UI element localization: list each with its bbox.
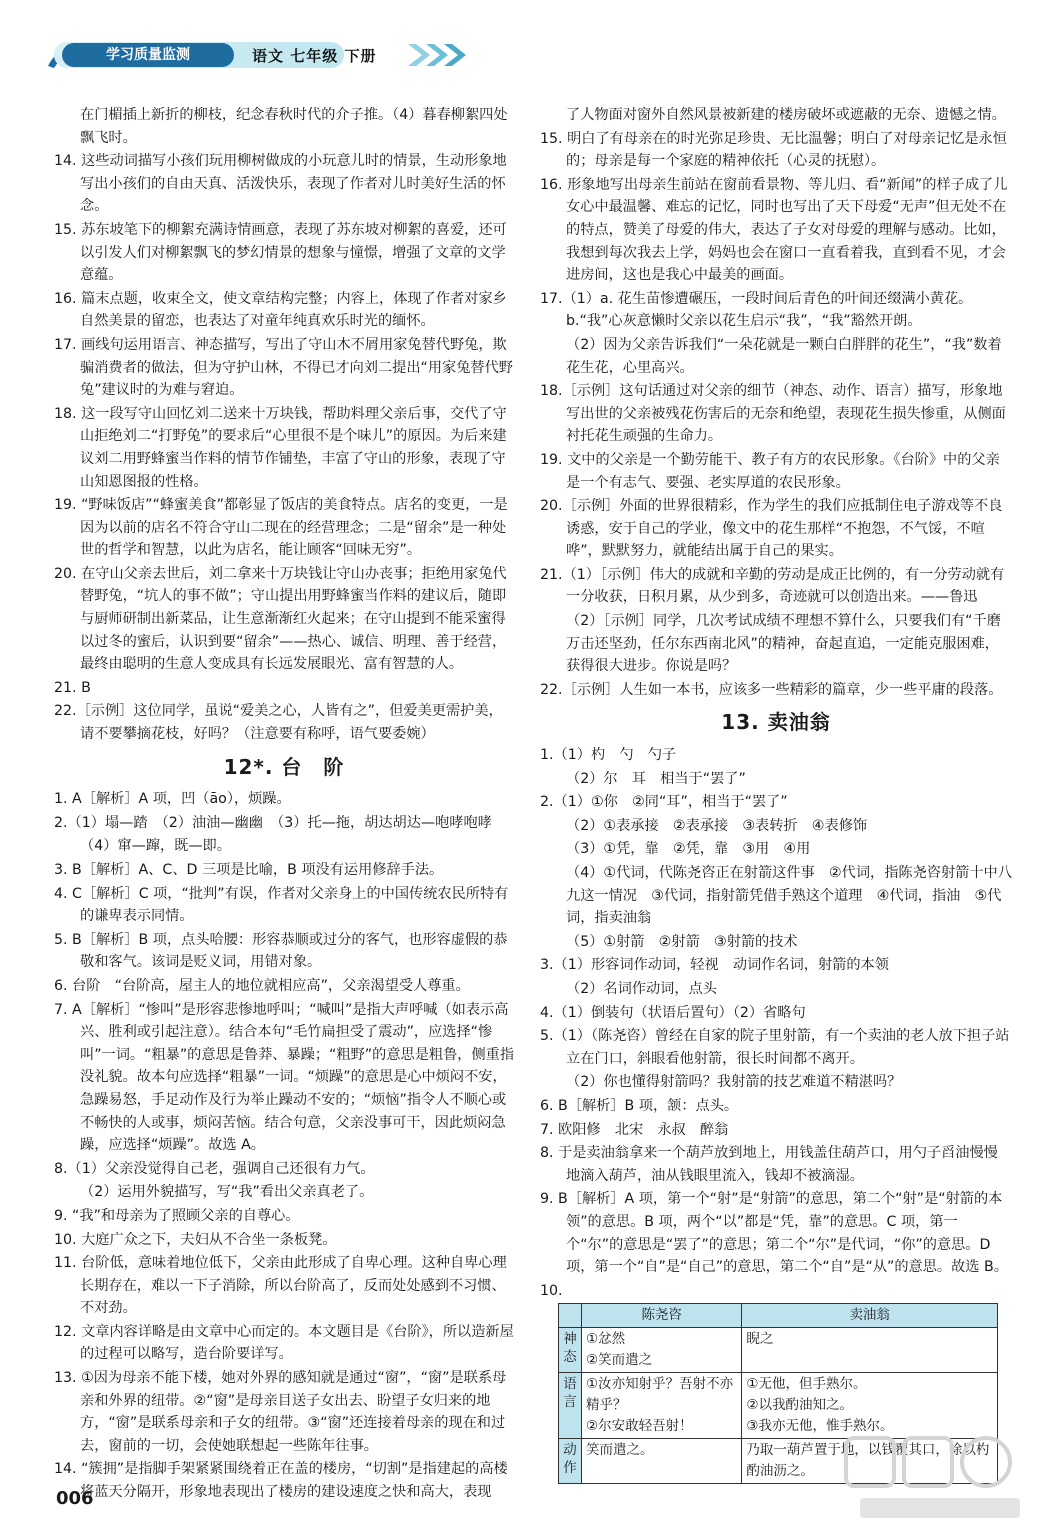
- answer-13-4: 4.（1）倒装句（状语后置句）（2）省略句: [540, 1004, 806, 1021]
- answer-12-4: 4. C［解析］C 项，“批判”有误，作者对父亲身上的中国传统农民所特有的谦卑表示同情。: [54, 885, 509, 925]
- answer-13-2c: （3）①凭，靠 ②凭，靠 ③用 ④用: [566, 841, 811, 858]
- answer-13-2: 2.（1）①你 ②同“耳”，相当于“罢了”: [540, 794, 788, 811]
- answer-12-2b: （4）窜—蹿，既—即。: [80, 838, 231, 855]
- answer-12-6: 6. 台阶 “台阶高，屋主人的地位就相应高”，父亲渴望受人尊重。: [54, 977, 470, 994]
- table-row-head: 语言: [559, 1373, 582, 1439]
- table-corner: [559, 1304, 582, 1328]
- answer-19: 19. “野味饭店”“蜂蜜美食”都彰显了饭店的美食特点。店名的变更，一是因为以前的店名不符合守山二现在的经营理念；二是“留余”是一种处世的哲学和智慧，以此为店名，能让顾客“回味无穷”。: [54, 497, 508, 559]
- answer-13-9: 9. B［解析］A 项，第一个“射”是“射箭”的意思，第二个“射”是“射箭的本领”的意思。B 项，两个“以”都是“凭，靠”的意思。C 项，第一个“尔”的意思是“罢了”的意思；第二个“尔”是代词，“你”的意思。D 项，第一个“自”是“自己”的意思，第二个“自”是“从”的意思。故选 B。: [540, 1191, 1008, 1276]
- answer-14: 14. 这些动词描写小孩们玩用柳树做成的小玩意儿时的情景，生动形象地写出小孩们的自由天真、活泼快乐，表现了作者对儿时美好生活的怀念。: [54, 153, 507, 215]
- watermark-logo: [840, 1432, 1030, 1528]
- answer-12-7: 7. A［解析］“惨叫”是形容悲惨地呼叫；“喊叫”是指大声呼喊（如表示高兴、胜利或引起注意）。结合本句“毛竹扁担受了震动”，应选择“惨叫”一词。“粗暴”的意思是鲁莽、暴躁；“粗野”的意思是粗鲁，侧重指没礼貌。故本句应选择“粗暴”一词。“烦躁”的意思是心中烦闷不安，急躁易怒，手足动作及行为举止躁动不安的；“烦恼”指令人不顺心或不畅快的人或事，烦闷苦恼。结合句意，父亲没事可干，因此烦闷急躁，应选择“烦躁”。故选 A。: [54, 1001, 515, 1154]
- answer-12-22: 22.［示例］人生如一本书，应该多一些精彩的篇章，少一些平庸的段落。: [540, 681, 1003, 698]
- answer-13-6: 6. B［解析］B 项，颔：点头。: [540, 1097, 739, 1114]
- answer-15: 15. 苏东坡笔下的柳絮充满诗情画意，表现了苏东坡对柳絮的喜爱，还可以引发人们对柳絮飘飞的梦幻情景的想象与憧憬，增强了文章的文学意蕴。: [54, 221, 507, 284]
- answer-12-21b: （2）［示例］同学，几次考试成绩不理想不算什么，只要我们有“千磨万击还坚劲，任尔东西南北风”的精神，奋起直追，一定能克服困难，获得很大进步。你说是吗？: [566, 613, 1001, 675]
- table-header-maiyouweng: 卖油翁: [742, 1304, 998, 1328]
- answer-12-1: 1. A［解析］A 项，凹（āo），烦躁。: [54, 791, 291, 808]
- answer-21: 21. B: [54, 679, 91, 696]
- answer-13-continued: 在门楣插上新折的柳枝，纪念春秋时代的介子推。（4）暮春柳絮四处飘飞时。: [80, 107, 508, 146]
- answer-13-3: 3.（1）形容词作动词，轻视 动词作名词，射箭的本领: [540, 957, 889, 974]
- answer-12-9: 9. “我”和母亲为了照顾父亲的自尊心。: [54, 1207, 300, 1224]
- section-title-12: 12*. 台 阶: [223, 754, 345, 779]
- answer-12-12: 12. 文章内容详略是由文章中心而定的。本文题目是《台阶》，所以造新屋的过程可以略写，造台阶要详写。: [54, 1323, 514, 1363]
- table-row: [559, 1328, 998, 1373]
- answer-16: 16. 篇末点题，收束全文，使文章结构完整；内容上，体现了作者对家乡自然美景的留恋，也表达了对童年纯真欢乐时光的缅怀。: [54, 290, 507, 330]
- answer-12-11: 11. 台阶低，意味着地位低下，父亲由此形成了自卑心理。这种自卑心理长期存在，难以一下子消除，所以台阶高了，反而处处感到不习惯、不对劲。: [54, 1255, 507, 1317]
- answer-13-2b: （2）①表承接 ②表承接 ③表转折 ④表修饰: [566, 817, 868, 834]
- answer-17: 17. 画线句运用语言、神态描写，写出了守山木不屑用家兔替代野兔，欺骗消费者的做法，但为守护山林，不得已才向刘二提出“用家兔替代野兔”建议时的为难与窘迫。: [54, 336, 513, 399]
- table-cell: ①无他，但手熟尔。 ②以我酌油知之。 ③我亦无他，惟手熟尔。: [742, 1373, 998, 1439]
- answer-13-5: 5.（1）（陈尧咨）曾经在自家的院子里射箭，有一个卖油的老人放下担子站立在门口，斜眼看他射箭，很长时间都不离开。: [540, 1028, 1010, 1067]
- answer-13-1: 1.（1）杓 勺 勺子: [540, 747, 677, 764]
- answer-13-8: 8. 于是卖油翁拿来一个葫芦放到地上，用钱盖住葫芦口，用勺子舀油慢慢地滴入葫芦，油从钱眼里流入，钱却不被滴湿。: [540, 1145, 998, 1184]
- page-header: [40, 34, 460, 74]
- answer-12-5: 5. B［解析］B 项，点头哈腰：形容恭顺或过分的客气，也形容虚假的恭敬和客气。该词是贬义词，用错对象。: [54, 931, 508, 971]
- answer-13-10: 10.: [540, 1282, 563, 1299]
- answer-12-8b: （2）运用外貌描写，写“我”看出父亲真老了。: [80, 1184, 374, 1201]
- answer-12-17b: （2）因为父亲告诉我们“一朵花就是一颗白白胖胖的花生”，“我”数着花生花，心里高兴。: [566, 336, 1002, 376]
- table-cell: 乃取一葫芦置于地，以钱覆其口，徐以杓酌油沥之。: [742, 1439, 998, 1484]
- right-column: [540, 104, 1012, 1484]
- left-column: [54, 104, 514, 1505]
- answer-12-20: 20.［示例］外面的世界很精彩，作为学生的我们应抵制住电子游戏等不良诱惑，安于自己的学业，像文中的花生那样“不抱怨，不气馁，不喧哗”，默默努力，就能结出属于自己的果实。: [540, 498, 1003, 560]
- answer-13-5b: （2）你也懂得射箭吗？我射箭的技艺难道不精湛吗？: [566, 1074, 902, 1091]
- table-cell: 睨之: [742, 1328, 998, 1373]
- table-row-head: 动作: [559, 1439, 582, 1484]
- series-logo: 学习质量监测: [62, 43, 234, 67]
- answer-18: 18. 这一段写守山回忆刘二送来十万块钱，帮助料理父亲后事，交代了守山拒绝刘二“打野兔”的要求后“心里很不是个味儿”的原因。为后来建议刘二用野蜂蜜当作料的情节作铺垫，丰富了守山的形象，表现了守山知恩图报的性格。: [54, 405, 507, 490]
- table-cell: 笑而遣之。: [582, 1439, 742, 1484]
- answer-13-2d: （4）①代词，代陈尧咨正在射箭这件事 ②代词，指陈尧咨射箭十中八九这一情况 ③代词，指射箭凭借手熟这个道理 ④代词，指油 ⑤代词，指卖油翁: [566, 865, 1012, 927]
- answer-13-7: 7. 欧阳修 北宋 永叔 醉翁: [540, 1121, 729, 1138]
- answer-12-8: 8.（1）父亲没觉得自己老，强调自己还很有力气。: [54, 1160, 375, 1177]
- table-header-chenyaozi: 陈尧咨: [582, 1304, 742, 1328]
- answer-12-14: 14. “簇拥”是指脚手架紧紧围绕着正在盖的楼房，“切割”是指建起的高楼将蓝天分隔开，形象地表现出了楼房的建设速度之快和高大，表现: [54, 1461, 508, 1501]
- answer-20: 20. 在守山父亲去世后，刘二拿来十万块钱让守山办丧事；拒绝用家兔代替野兔，“坑人的事不做”；守山提出用野蜂蜜当作料的建议后，随即与厨师研制出新菜品，让生意渐渐红火起来；在守山提到不能采蜜得以过冬的蜜后，认识到要“留余”——热心、诚信、明理、善于经营，最终由聪明的生意人变成具有长远发展眼光、富有智慧的人。: [54, 565, 507, 673]
- chevron-arrows-icon: [406, 40, 476, 70]
- answer-12-17: 17.（1）a. 花生苗惨遭碾压，一段时间后青色的叶间还缀满小黄花。b.“我”心灰意懒时父亲以花生启示“我”，“我”豁然开朗。: [540, 290, 973, 330]
- answer-12-15: 15. 明白了有母亲在的时光弥足珍贵、无比温馨；明白了对母亲记忆是永恒的；母亲是每一个家庭的精神依托（心灵的抚慰）。: [540, 130, 1007, 170]
- answer-12-10: 10. 大庭广众之下，夫妇从不合坐一条板凳。: [54, 1231, 337, 1248]
- answer-12-19: 19. 文中的父亲是一个勤劳能干、教子有方的农民形象。《台阶》中的父亲是一个有志气、要强、老实厚道的农民形象。: [540, 451, 1000, 491]
- table-cell: ①忿然 ②笑而遣之: [582, 1328, 742, 1373]
- answer-13-2e: （5）①射箭 ②射箭 ③射箭的技术: [566, 933, 798, 950]
- answer-12-2: 2.（1）塌—踏 （2）油油—幽幽 （3）托—拖，胡达胡达—咆哮咆哮: [54, 814, 492, 831]
- table-cell: ①汝亦知射乎？吾射不亦精乎？ ②尔安敢轻吾射！: [582, 1373, 742, 1439]
- answer-13-3b: （2）名词作动词，点头: [566, 980, 717, 997]
- page-number: 006: [56, 1488, 94, 1509]
- answer-12-13: 13. ①因为母亲不能下楼，她对外界的感知就是通过“窗”，“窗”是联系母亲和外界的纽带。②“窗”是母亲目送子女出去、盼望子女归来的地方，“窗”是联系母亲和子女的纽带。③“窗”还连接着母亲的现在和过去，窗前的一切，会使她联想起一些陈年往事。: [54, 1370, 507, 1454]
- answer-12-18: 18.［示例］这句话通过对父亲的细节（神态、动作、语言）描写，形象地写出世的父亲被残花伤害后的无奈和绝望，表现花生损失惨重，从侧面衬托花生顽强的生命力。: [540, 383, 1006, 445]
- table-row: [559, 1373, 998, 1439]
- answer-13-1b: （2）尔 耳 相当于“罢了”: [566, 770, 746, 787]
- answer-12-3: 3. B［解析］A、C、D 三项是比喻，B 项没有运用修辞手法。: [54, 862, 444, 878]
- answer-12-21: 21.（1）［示例］伟大的成就和辛勤的劳动是成正比例的，有一分劳动就有一分收获，日积月累，从少到多，奇迹就可以创造出来。——鲁迅: [540, 566, 1005, 606]
- answer-12-14-continued: 了人物面对窗外自然风景被新建的楼房破坏或遮蔽的无奈、遗憾之情。: [566, 107, 1006, 123]
- table-row-head: 神态: [559, 1328, 582, 1373]
- section-title-13: 13. 卖油翁: [721, 710, 831, 735]
- answer-12-16: 16. 形象地写出母亲生前站在窗前看景物、等儿归、看“新闻”的样子成了儿女心中最温馨、难忘的记忆，同时也写出了天下母爱“无声”但无处不在的特点，赞美了母爱的伟大，表达了子女对母爱的理解与感动。比如，我想到每次我去上学，妈妈也会在窗口一直看着我，直到看不见，才会进房间，这也是我心中最美的画面。: [540, 176, 1008, 284]
- book-subtitle: 语文 七年级 下册: [252, 47, 377, 65]
- answer-22: 22.［示例］这位同学，虽说“爱美之心，人皆有之”，但爱美更需护美，请不要攀摘花枝，好吗？（注意要有称呼，语气要委婉）: [54, 703, 503, 743]
